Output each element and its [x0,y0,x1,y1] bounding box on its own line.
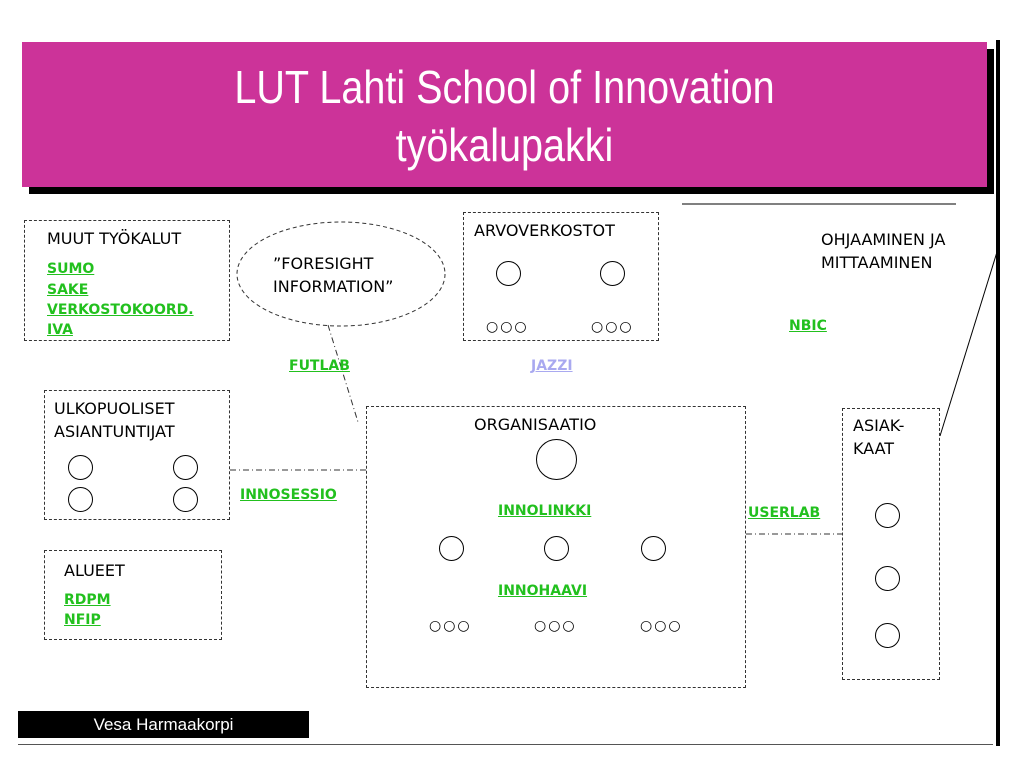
organisation-core-circle [536,439,577,480]
title-line-1: LUT Lahti School of Innovation [234,61,775,113]
actor-circle [496,261,521,286]
link-nfip[interactable]: NFIP [64,612,101,628]
asiakkaat-line-2: KAAT [853,439,895,458]
asiakkaat-line-1: ASIAK- [853,416,905,435]
bottom-divider [18,744,993,745]
title-line-2: työkalupakki [395,119,614,171]
link-rdpm[interactable]: RDPM [64,592,111,608]
link-innohaavi[interactable]: INNOHAAVI [498,583,588,599]
member-circle [544,536,569,561]
link-innolinkki[interactable]: INNOLINKKI [498,503,592,519]
more-members-dots: ○○○ [640,618,683,634]
customer-circle [875,503,900,528]
ohjaaminen-line-2: MITTAAMINEN [821,253,933,272]
more-actors-dots: ○○○ [486,319,529,335]
member-circle [439,536,464,561]
link-verkostokoord[interactable]: VERKOSTOKOORD. [47,302,194,318]
link-iva[interactable]: IVA [47,322,73,338]
foresight-line-2: INFORMATION” [273,277,394,296]
ohjaaminen-line-1: OHJAAMINEN JA [821,230,946,249]
more-actors-dots: ○○○ [591,319,634,335]
link-futlab[interactable]: FUTLAB [289,358,350,374]
member-circle [641,536,666,561]
expert-circle [68,455,93,480]
ohjaaminen-to-asiakkaat-line [940,252,997,436]
arvoverkostot-heading: ARVOVERKOSTOT [474,221,615,240]
more-members-dots: ○○○ [534,618,577,634]
expert-circle [173,487,198,512]
link-nbic[interactable]: NBIC [789,318,827,334]
ulkopuoliset-line-1: ULKOPUOLISET [54,399,175,418]
link-sake[interactable]: SAKE [47,282,89,298]
foresight-ellipse [237,222,445,326]
actor-circle [600,261,625,286]
link-userlab[interactable]: USERLAB [748,505,821,521]
link-innosessio[interactable]: INNOSESSIO [240,487,337,503]
ulkopuoliset-line-2: ASIANTUNTIJAT [54,422,175,441]
link-jazzi[interactable]: JAZZI [531,358,573,374]
foresight-line-1: ”FORESIGHT [273,254,374,273]
alueet-heading: ALUEET [64,561,125,580]
organisaatio-heading: ORGANISAATIO [474,415,597,434]
customer-circle [875,623,900,648]
footer-author: Vesa Harmaakorpi [93,715,234,734]
customer-circle [875,566,900,591]
expert-circle [173,455,198,480]
muut-tyokalut-heading: MUUT TYÖKALUT [47,229,182,248]
expert-circle [68,487,93,512]
more-members-dots: ○○○ [429,618,472,634]
link-sumo[interactable]: SUMO [47,261,95,277]
